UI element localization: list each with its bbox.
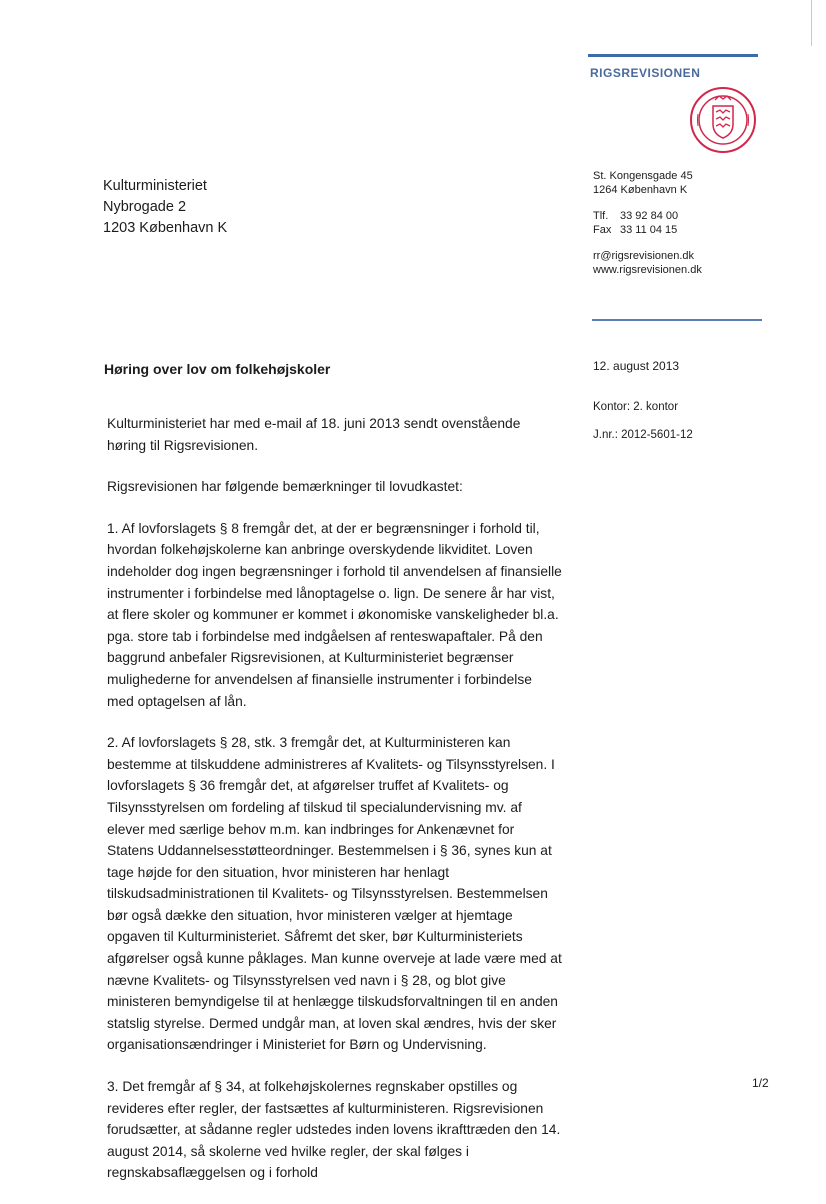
sender-street: St. Kongensgade 45 xyxy=(593,170,693,182)
phone-number: 33 92 84 00 xyxy=(620,210,679,222)
letter-body xyxy=(107,413,562,1204)
sender-phone xyxy=(593,210,678,224)
phone-label: Tlf. xyxy=(593,210,609,222)
sender-fax xyxy=(593,224,678,238)
fax-number: 33 11 04 15 xyxy=(620,223,678,236)
recipient-city: 1203 København K xyxy=(103,220,228,236)
paragraph-point-3: 3. Det fremgår af § 34, at folkehøjskolernes regnskaber opstilles og revideres efter regler, der fastsættes af kulturministeren. Rigsrevisionen forudsætter, at sådanne regler udstedes inden lovens ikrafttræden den 14. august 2014, så skolerne ved hvilke regler, der skal følges i regnskabsaflæggelsen og i forhold xyxy=(107,1079,561,1181)
paragraph-point-2: 2. Af lovforslagets § 28, stk. 3 fremgår det, at Kulturministeren kan bestemme at tilskuddene administreres af Kvalitets- og Tilsynsstyrelsen. I lovforslagets § 36 fremgår det, at afgørelser truffet af Kvalitets- og Tilsynsstyrelsen om fordeling af tilskud til specialundervisning mv. af elever med særlige behov m.m. kan indbringes for Ankenævnet for Statens Uddannelsesstøtteordninger. Bestemmelsen i § 36, synes kun at tage højde for den situation, hvor ministeren har henlagt tilskudsadministrationen til Kvalitets- og Tilsynsstyrelsen. Bestemmelsen bør også dække den situation, hvor ministeren vælger at hjemtage opgaven til Kulturministeriet. Såfremt det sker, bør Kulturministeriets afgørelser også kunne påklages. Man kunne overveje at lade være med at nævne Kvalitets- og Tilsynsstyrelsen ved navn i § 28, og blot give ministeren bemyndigelse til at henlægge tilskudsforvaltningen til en anden statslig styrelse. Dermed undgår man, at loven skal ændres, hvis der sker organisationsændringer i Ministeriet for Børn og Undervisning. xyxy=(107,735,562,1053)
recipient-address xyxy=(103,176,227,239)
side-rule xyxy=(592,319,762,321)
letter-date: 12. august 2013 xyxy=(593,359,680,373)
sender-city: 1264 København K xyxy=(593,183,688,196)
letter-subject: Høring over lov om folkehøjskoler xyxy=(104,361,331,377)
brand-logo-text: RIGSREVISIONEN xyxy=(590,66,701,80)
header-rule xyxy=(588,54,758,57)
reference-number: J.nr.: 2012-5601-12 xyxy=(593,429,693,441)
page-edge-line xyxy=(811,0,812,46)
office-label: Kontor: 2. kontor xyxy=(593,401,679,413)
folketinget-seal-icon xyxy=(689,86,757,154)
sender-address xyxy=(593,170,693,197)
sender-phone-block xyxy=(593,210,678,237)
sender-web: www.rigsrevisionen.dk xyxy=(593,263,702,276)
recipient-name: Kulturministeriet xyxy=(103,178,207,194)
paragraph-intro: Kulturministeriet har med e-mail af 18. juni 2013 sendt ovenstående høring til Rigsrevisionen. xyxy=(107,416,521,453)
paragraph-point-1: 1. Af lovforslagets § 8 fremgår det, at der er begrænsninger i forhold til, hvordan folkehøjskolerne kan anbringe overskydende likviditet. Loven indeholder dog ingen begrænsninger i forhold til anvendelsen af finansielle instrumenter i forbindelse med lånoptagelse o. lign. De senere år har vist, at flere skoler og kommuner er kommet i økonomiske vanskeligheder bl.a. pga. store tab i forbindelse med indgåelsen af renteswapaftaler. På den baggrund anbefaler Rigsrevisionen, at Kulturministeriet begrænser mulighederne for anvendelsen af finansielle instrumenter i forbindelse med optagelsen af lån. xyxy=(107,520,562,709)
paragraph-lead: Rigsrevisionen har følgende bemærkninger til lovudkastet: xyxy=(107,479,463,495)
recipient-street: Nybrogade 2 xyxy=(103,199,187,215)
sender-email: rr@rigsrevisionen.dk xyxy=(593,250,695,262)
page-number: 1/2 xyxy=(752,1076,769,1090)
sender-online-block xyxy=(593,250,702,277)
fax-label: Fax xyxy=(593,223,612,236)
